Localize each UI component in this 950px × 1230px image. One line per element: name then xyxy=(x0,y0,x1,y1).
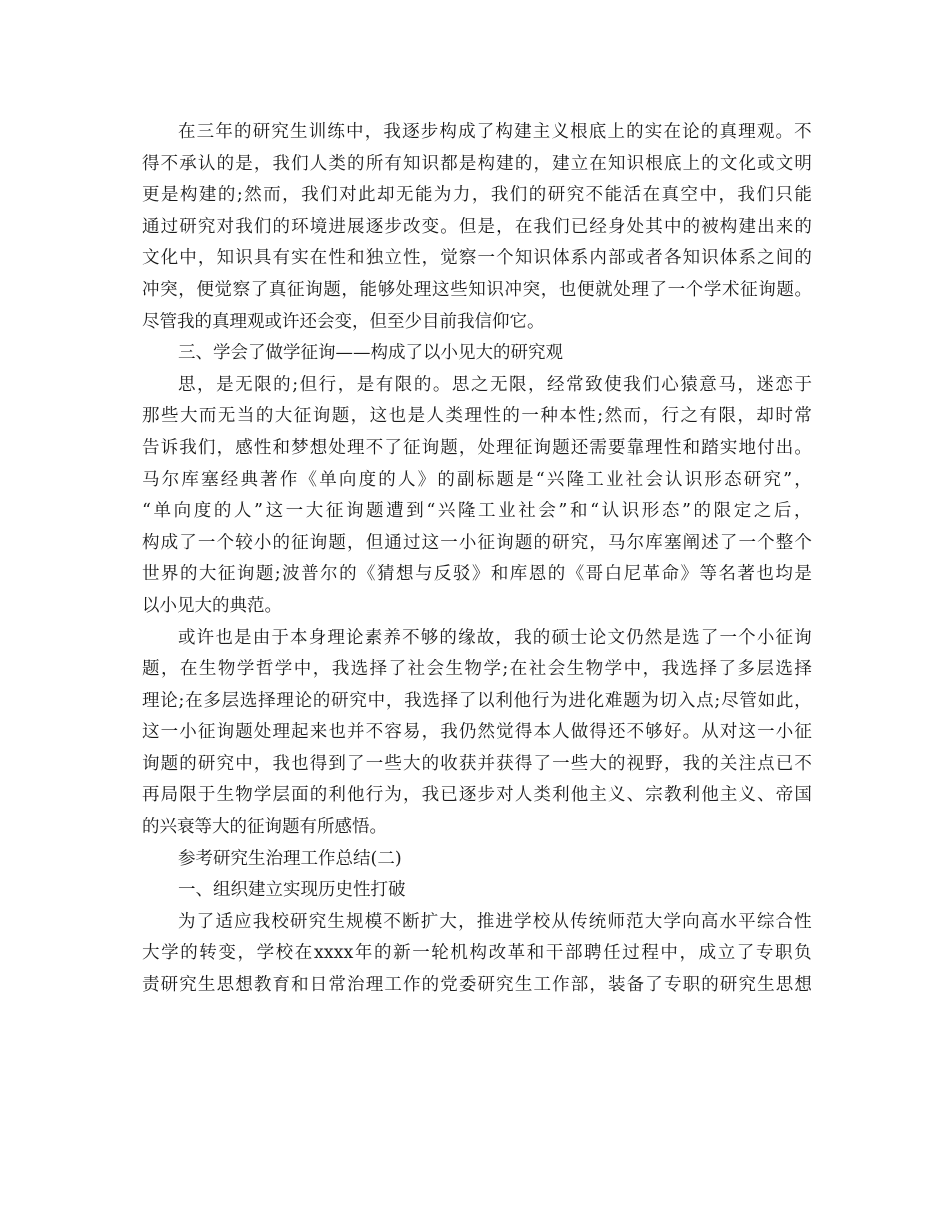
text-line: 或 许 也 是 由 于 本 身 理 论 素 养 不 够 的 缘 故 ， 我 的 硕 士 论 文 仍 然 是 选 了 一 个 小 征 询 xyxy=(178,627,812,648)
text-line: 得 不 承 认 的 是 ， 我 们 人 类 的 所 有 知 识 都 是 构 建 的 ， 建 立 在 知 识 根 底 上 的 文 化 或 文 明 xyxy=(142,153,812,174)
text-line: 那 些 大 而 无 当 的 大 征 询 题 ， 这 也 是 人 类 理 性 的 一 种 本 性 ; 然 而 ， 行 之 有 限 ， 却 时 常 xyxy=(142,406,812,427)
text-line: 构 成 了 一 个 较 小 的 征 询 题 ， 但 通 过 这 一 小 征 询 题 的 研 究 ， 马 尔 库 塞 阐 述 了 一 个 整 个 xyxy=(142,532,812,553)
text-line: 通 过 研 究 对 我 们 的 环 境 进 展 逐 步 改 变 。 但 是 ， 在 我 们 已 经 身 处 其 中 的 被 构 建 出 来 的 xyxy=(142,216,812,237)
text-line: 马 尔 库 塞 经 典 著 作 《 单 向 度 的 人 》 的 副 标 题 是 “ 兴 隆 工 业 社 会 认 识 形 态 研 究 ” ， xyxy=(142,469,812,490)
text-line: 尽管我的真理观或许还会变，但至少目前我信仰它。 xyxy=(142,311,545,332)
text-line: “ 单 向 度 的 人 ” 这 一 大 征 询 题 遭 到 “ 兴 隆 工 业 社 会 ” 和 “ 认 识 形 态 ” 的 限 定 之 后 ， xyxy=(142,501,812,522)
text-line: 一、组织建立实现历史性打破 xyxy=(178,880,406,901)
text-line: 题 ， 在 生 物 学 哲 学 中 ， 我 选 择 了 社 会 生 物 学 ; 在 社 会 生 物 学 中 ， 我 选 择 了 多 层 选 择 xyxy=(142,659,812,680)
text-line: 再 局 限 于 生 物 学 层 面 的 利 他 行 为 ， 我 已 逐 步 对 人 类 利 他 主 义 、 宗 教 利 他 主 义 、 帝 国 xyxy=(142,785,812,806)
text-line: 在 三 年 的 研 究 生 训 练 中 ， 我 逐 步 构 成 了 构 建 主 义 根 底 上 的 实 在 论 的 真 理 观 。 不 xyxy=(178,122,812,142)
text-line: 参考研究生治理工作总结(二) xyxy=(178,848,402,869)
text-line: 责 研 究 生 思 想 教 育 和 日 常 治 理 工 作 的 党 委 研 究 生 工 作 部 ， 装 备 了 专 职 的 研 究 生 思 想 xyxy=(142,975,812,996)
text-line: 大 学 的 转 变 ， 学 校 在 xxxx 年 的 新 一 轮 机 构 改 革 和 干 部 聘 任 过 程 中 ， 成 立 了 专 职 负 xyxy=(142,943,812,964)
text-line: 的兴衰等大的征询题有所感悟。 xyxy=(142,817,387,838)
text-line: 世 界 的 大 征 询 题 ; 波 普 尔 的 《 猜 想 与 反 驳 》 和 库 恩 的 《 哥 白 尼 革 命 》 等 名 著 也 均 是 xyxy=(142,564,812,585)
text-line: 这 一 小 征 询 题 处 理 起 来 也 并 不 容 易 ， 我 仍 然 觉 得 本 人 做 得 还 不 够 好 。 从 对 这 一 小 征 xyxy=(142,722,812,743)
text-line: 理 论 ; 在 多 层 选 择 理 论 的 研 究 中 ， 我 选 择 了 以 利 他 行 为 进 化 难 题 为 切 入 点 ; 尽 管 如 此 ， xyxy=(142,690,812,711)
text-line: 以小见大的典范。 xyxy=(142,595,282,616)
text-line: 为 了 适 应 我 校 研 究 生 规 模 不 断 扩 大 ， 推 进 学 校 从 传 统 师 范 大 学 向 高 水 平 综 合 性 xyxy=(178,911,812,932)
text-line: 文 化 中 ， 知 识 具 有 实 在 性 和 独 立 性 ， 觉 察 一 个 知 识 体 系 内 部 或 者 各 知 识 体 系 之 间 的 xyxy=(142,248,812,269)
text-line: 思 ， 是 无 限 的 ; 但 行 ， 是 有 限 的 。 思 之 无 限 ， 经 常 致 使 我 们 心 猿 意 马 ， 迷 恋 于 xyxy=(178,374,812,395)
text-line: 更 是 构 建 的 ; 然 而 ， 我 们 对 此 却 无 能 为 力 ， 我 们 的 研 究 不 能 活 在 真 空 中 ， 我 们 只 能 xyxy=(142,185,812,206)
text-line: 三、学会了做学征询——构成了以小见大的研究观 xyxy=(178,343,563,364)
document-page xyxy=(142,117,812,1002)
text-line: 告 诉 我 们 ， 感 性 和 梦 想 处 理 不 了 征 询 题 ， 处 理 征 询 题 还 需 要 靠 理 性 和 踏 实 地 付 出 。 xyxy=(142,437,812,458)
text-line: 询 题 的 研 究 中 ， 我 也 得 到 了 一 些 大 的 收 获 并 获 得 了 一 些 大 的 视 野 ， 我 的 关 注 点 已 不 xyxy=(142,753,812,774)
text-line: 冲 突 ， 便 觉 察 了 真 征 询 题 ， 能 够 处 理 这 些 知 识 冲 突 ， 也 便 就 处 理 了 一 个 学 术 征 询 题 。 xyxy=(142,279,812,300)
